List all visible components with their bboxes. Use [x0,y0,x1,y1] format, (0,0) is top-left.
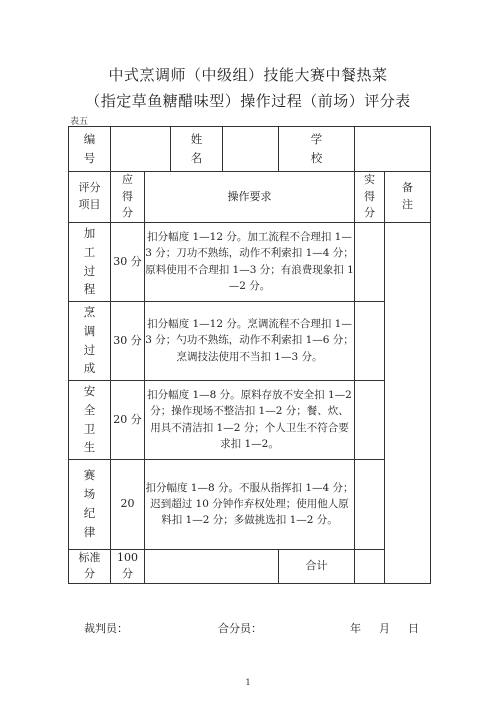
requirement-cell: 扣分幅度 1—8 分。不服从指挥扣 1—4 分；迟到超过 10 分钟作弃权处理；使用他人原料扣 1—2 分；多做挑选扣 1—2 分。 [145,459,355,549]
name-label-cell [171,127,223,172]
item-cell [69,301,111,380]
standard-label: 标准分 [78,550,101,580]
table-tag: 表五 [70,117,89,127]
number-label: 编号 [83,132,96,165]
actual-score-cell [355,222,385,301]
table-row [69,380,431,459]
number-label-cell [69,127,111,172]
points-cell: 20 [111,459,145,549]
day-label: 日 [408,622,419,635]
requirement-cell: 扣分幅度 1—8 分。原料存放不安全扣 1—2 分；操作现场不整洁扣 1—2 分；餐、炊、用具不清洁扣 1—2 分；个人卫生不符合要求扣 1—2。 [145,380,355,459]
total-row [69,549,431,583]
school-value-cell [355,127,431,172]
points-cell: 30 分 [111,222,145,301]
table-row [69,301,431,380]
blank-cell [145,549,279,583]
remark-header-label: 备注 [402,181,413,211]
school-label-cell [279,127,355,172]
item-cell [69,459,111,549]
remark-cell [385,222,431,583]
number-value-cell [111,127,171,172]
actual-score-cell [355,380,385,459]
item-label: 赛场纪律 [83,468,96,539]
header-row [69,127,431,172]
standard-points-cell [111,549,145,583]
standard-label-cell [69,549,111,583]
actual-score-cell [355,301,385,380]
points-cell: 20 分 [111,380,145,459]
name-label: 姓名 [190,132,203,165]
col-points-header [111,172,145,223]
title-line-1: 中式烹调师（中级组）技能大赛中餐热菜 [108,66,388,84]
item-label: 烹调过成 [83,304,96,376]
name-value-cell [223,127,279,172]
item-cell [69,380,111,459]
col-actual-header [355,172,385,223]
table-row [69,459,431,549]
actual-header-label: 实得分 [364,173,375,219]
year-label: 年 [350,622,361,635]
col-item-header [69,172,111,223]
item-cell [69,222,111,301]
judge-label: 裁判员： [84,622,128,635]
col-requirement-header: 操作要求 [145,172,355,223]
title-line-2: （指定草鱼糖醋味型）操作过程（前场）评分表 [85,92,411,110]
item-header-label: 评分项目 [78,181,101,211]
sum-value-cell [355,549,385,583]
school-label: 学校 [310,132,323,165]
requirement-cell: 扣分幅度 1—12 分。加工流程不合理扣 1—3 分；刀功不熟练，动作不利索扣 1—4 分；原料使用不合理扣 1—3 分；有浪费现象扣 1—2 分。 [145,222,355,301]
sum-label-cell: 合计 [279,549,355,583]
month-label: 月 [379,622,390,635]
actual-score-cell [355,459,385,549]
column-header-row [69,172,431,223]
item-label: 安全卫生 [83,383,96,455]
scorer-label: 合分员： [218,622,262,635]
points-cell: 30 分 [111,301,145,380]
points-header-label: 应得分 [122,173,133,219]
standard-points: 100 分 [117,550,138,580]
col-remark-header [385,172,431,223]
table-row [69,222,431,301]
requirement-cell: 扣分幅度 1—12 分。烹调流程不合理扣 1—3 分；勺功不熟练，动作不利索扣 1—6 分；烹调技法使用不当扣 1—3 分。 [145,301,355,380]
item-label: 加工过程 [83,225,96,297]
scoring-table [68,126,431,584]
page-number: 1 [245,678,251,687]
